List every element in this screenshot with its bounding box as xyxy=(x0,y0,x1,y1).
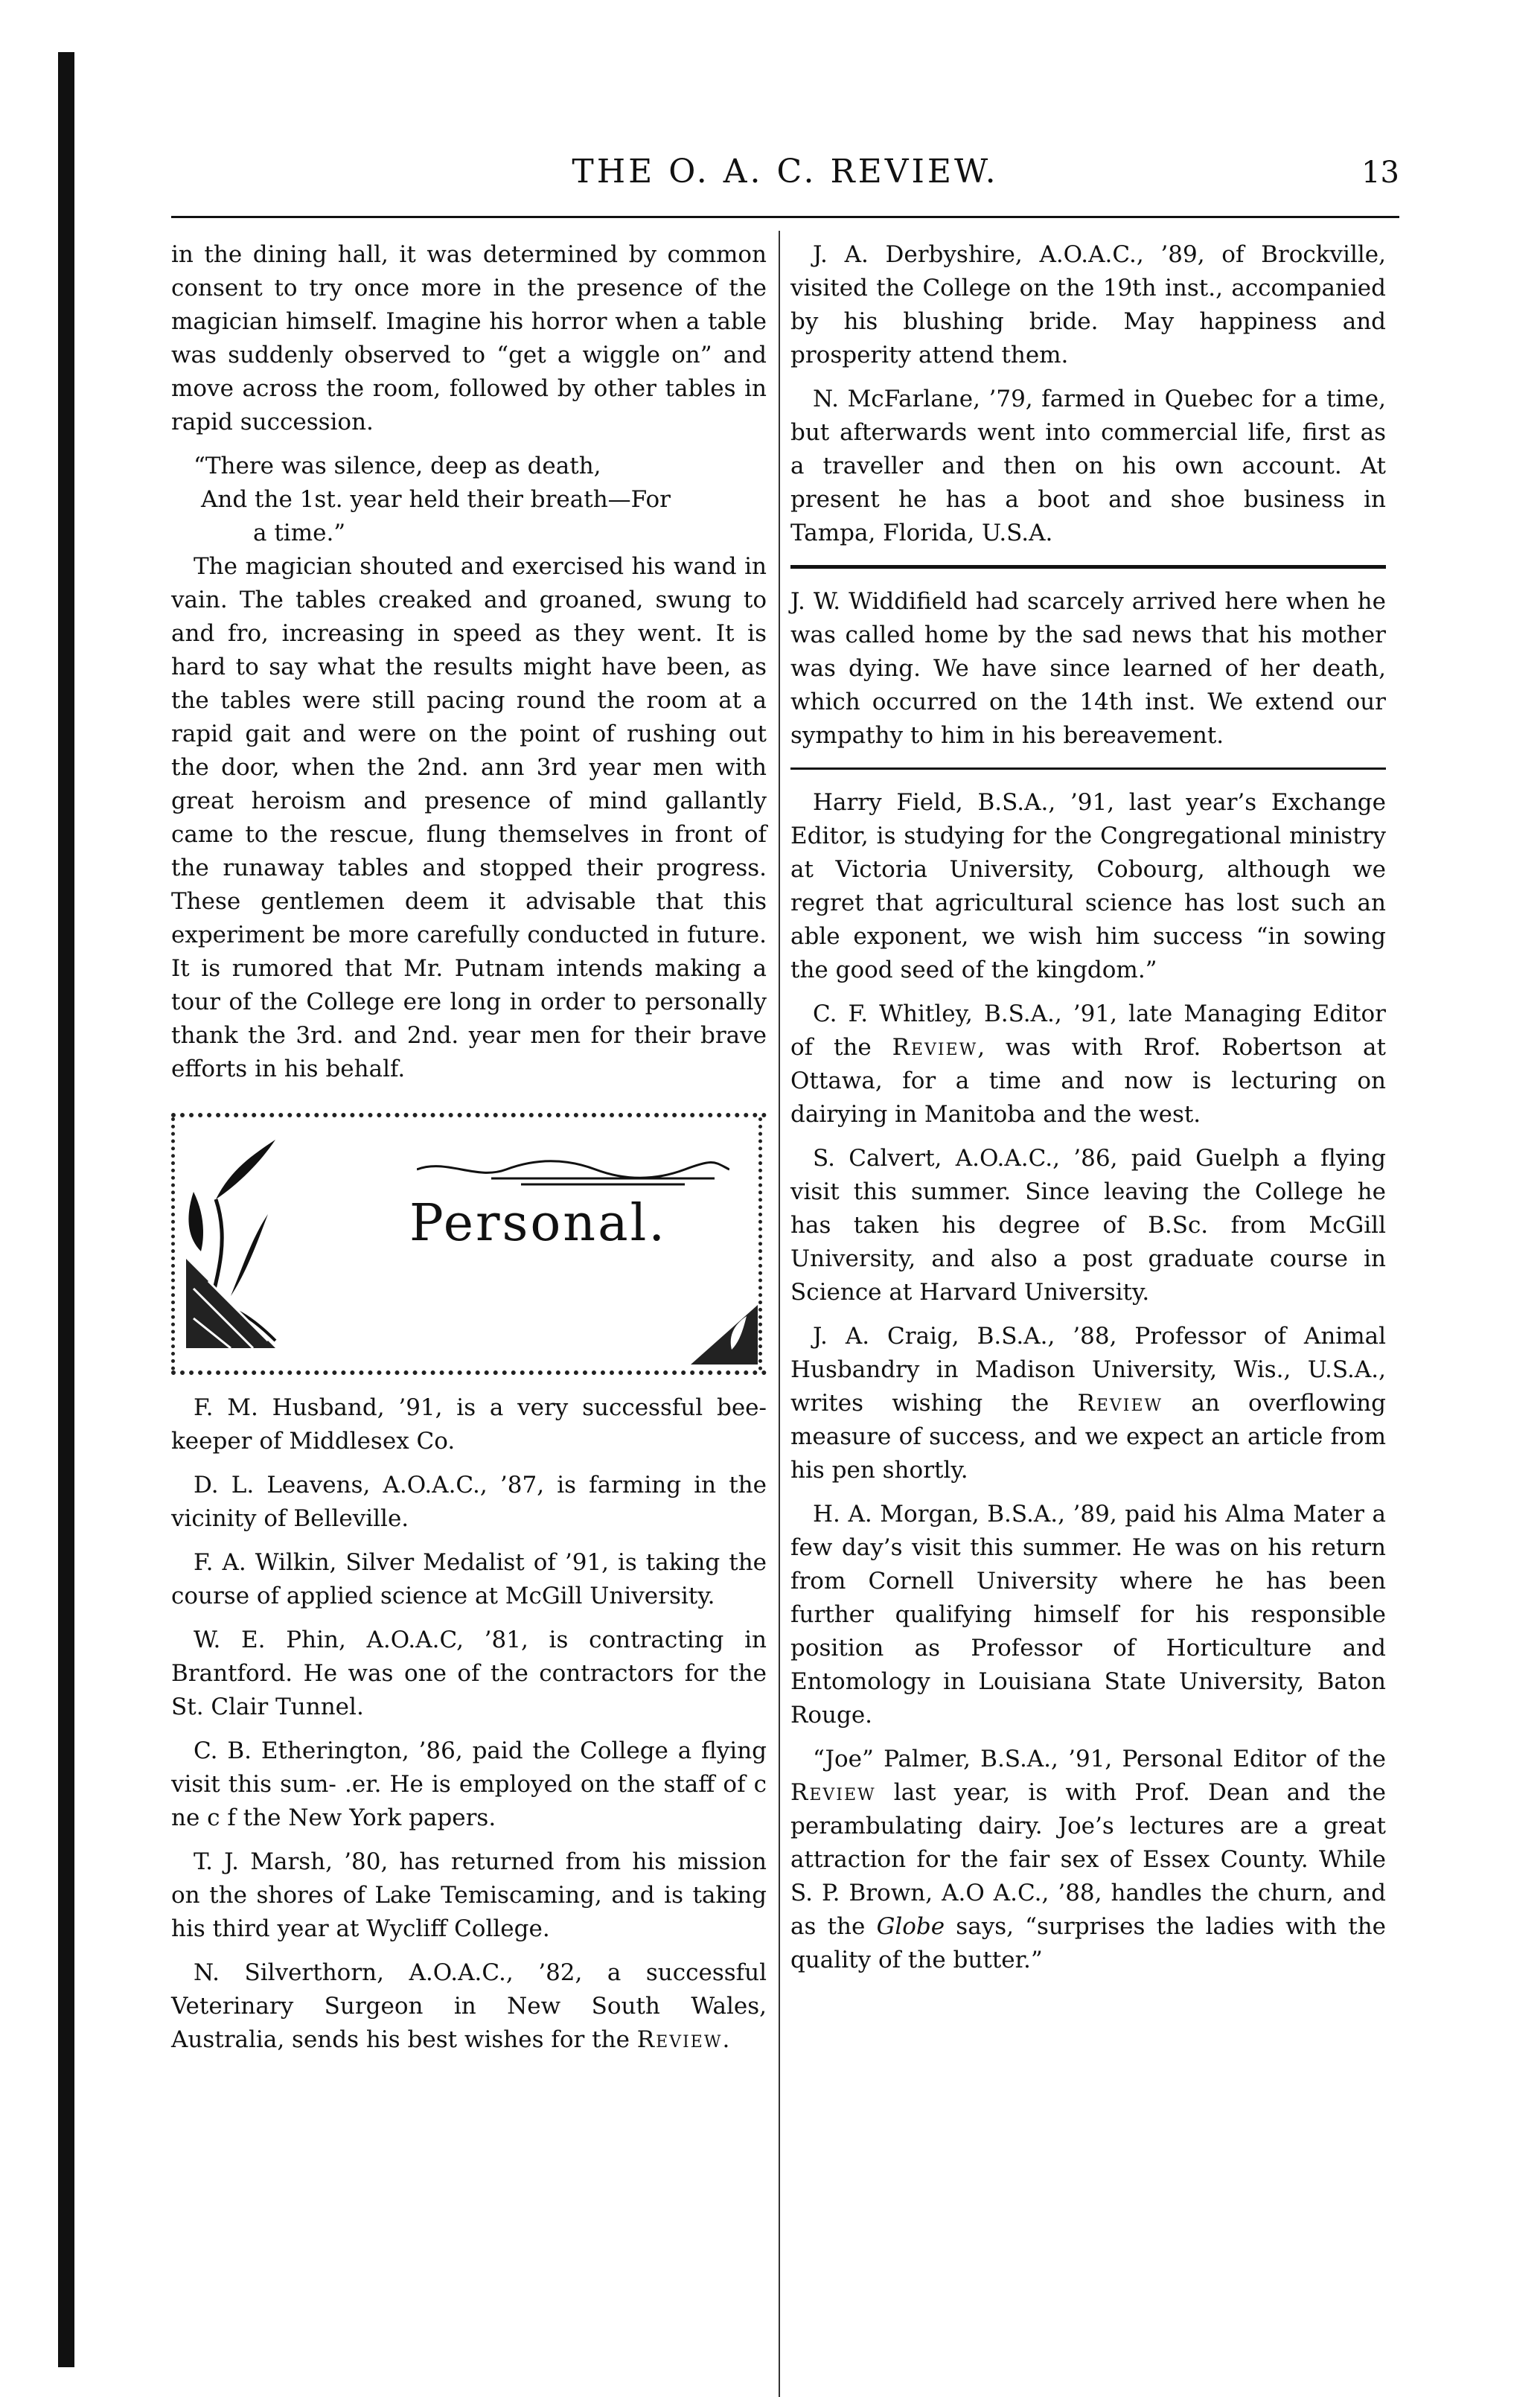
personal-item-text: C. F. Whitley, B.S.A., ’91, late Managing Editor of the xyxy=(790,1000,1386,1061)
personal-item: T. J. Marsh, ’80, has returned from his mission on the shores of Lake Temiscaming, and is taking his third year at Wycliff College. xyxy=(171,1848,767,1942)
section-separator xyxy=(790,565,1386,569)
personal-item-text: , was with Rrof. Robertson at Ottawa, for a time and now is lecturing on dairying in Manitoba and the west. xyxy=(790,1034,1386,1128)
left-column xyxy=(171,238,767,2067)
globe-name: Globe xyxy=(876,1913,945,1940)
personal-item: N. McFarlane, ’79, farmed in Quebec for a time, but afterwards went into commercial life, first as a traveller and then on his own account. At present he has a boot and shoe business in Tampa, Florida, U.S.A. xyxy=(790,386,1386,546)
personal-item: F. A. Wilkin, Silver Medalist of ’91, is taking the course of applied science at McGill University. xyxy=(171,1549,767,1609)
personal-item-text: “Joe” Palmer, B.S.A., ’91, Personal Editor of the xyxy=(813,1746,1386,1772)
corner-leaf-ornament xyxy=(691,1305,758,1365)
personal-item-text: says, “surprises the ladies with the quality of the butter.” xyxy=(790,1913,1387,1973)
right-column xyxy=(790,238,1386,1988)
ornament-border-left xyxy=(171,1117,179,1370)
running-title: THE O. A. C. REVIEW. xyxy=(572,153,999,191)
personal-item xyxy=(171,1956,767,2057)
review-name: Review. xyxy=(636,2026,732,2053)
personal-item: Harry Field, B.S.A., ’91, last year’s Exchange Editor, is studying for the Congregational ministry at Victoria University, Cobourg, although we regret that agricultural science has lost such an able exponent, we wish him success “in sowing the good seed of the kingdom.” xyxy=(790,789,1386,983)
review-name: Review xyxy=(790,1779,876,1806)
personal-item: F. M. Husband, ’91, is a very successful bee-keeper of Middlesex Co. xyxy=(171,1394,767,1455)
review-name: Review xyxy=(1077,1390,1163,1417)
personal-item xyxy=(790,1320,1386,1487)
flower-illustration-icon xyxy=(186,1132,298,1348)
personal-item: J. W. Widdifield had scarcely arrived here when he was called home by the sad news that his mother was dying. We have since learned of her death, which occurred on the 14th inst. We extend our sympathy to him in his bereavement. xyxy=(790,588,1386,749)
article-continuation: in the dining hall, it was determined by common consent to try once more in the presence of the magician himself. Imagine his horror when a table was suddenly observed to “get a wiggle on” and move across the room, followed by other tables in rapid succession. xyxy=(171,241,767,435)
personal-heading-ornament xyxy=(171,1113,767,1375)
ornament-border-right xyxy=(758,1117,767,1370)
column-divider xyxy=(779,231,780,2397)
page-header xyxy=(171,153,1399,205)
poem-line: a time.” xyxy=(253,520,346,546)
review-name: Review xyxy=(892,1034,978,1061)
personal-item: C. B. Etherington, ’86, paid the College a flying visit this sum- .er. He is employed on the staff of c ne c f the New York papers. xyxy=(171,1737,767,1831)
personal-item-text: an overflowing measure of success, and we expect an article from his pen shortly. xyxy=(790,1390,1386,1484)
section-separator xyxy=(790,767,1386,770)
personal-item: S. Calvert, A.O.A.C., ’86, paid Guelph a flying visit this summer. Since leaving the College he has taken his degree of B.Sc. from McGill University, and also a post graduate course in Science at Harvard University. xyxy=(790,1145,1386,1306)
personal-item-text: J. A. Craig, B.S.A., ’88, Professor of Animal Husbandry in Madison University, Wis., U.S.A., writes wishing the xyxy=(790,1323,1386,1417)
page-edge-bar xyxy=(58,52,74,2367)
poem-line: And the 1st. year held their breath—For xyxy=(201,486,671,513)
header-rule xyxy=(171,216,1399,218)
personal-item xyxy=(790,1743,1386,1977)
poem-quote xyxy=(171,450,767,550)
poem-line: “There was silence, deep as death, xyxy=(194,453,601,479)
personal-heading: Personal. xyxy=(409,1194,667,1253)
personal-item-text: last year, is with Prof. Dean and the perambulating dairy. Joe’s lectures are a great attraction for the fair sex of Essex County. While S. P. Brown, A.O A.C., ’88, handles the churn, and as the xyxy=(790,1779,1386,1940)
personal-item: D. L. Leavens, A.O.A.C., ’87, is farming in the vicinity of Belleville. xyxy=(171,1472,767,1532)
personal-item: H. A. Morgan, B.S.A., ’89, paid his Alma Mater a few day’s visit this summer. He was on his return from Cornell University where he has been further qualifying himself for his responsible position as Professor of Horticulture and Entomology in Louisiana State University, Baton Rouge. xyxy=(790,1501,1386,1729)
wave-lines-ornament xyxy=(417,1147,729,1192)
article-paragraph: The magician shouted and exercised his wand in vain. The tables creaked and groaned, swung to and fro, increasing in speed as they went. It is hard to say what the results might have been, as the tables were still pacing round the room at a rapid gait and were on the point of rushing out the door, when the 2nd. ann 3rd year men with great heroism and presence of mind gallantly came to the rescue, flung themselves in front of the runaway tables and stopped their progress. These gentlemen deem it advisable that this experiment be more carefully conducted in future. It is rumored that Mr. Putnam intends making a tour of the College ere long in order to personally thank the 3rd. and 2nd. year men for their brave efforts in his behalf. xyxy=(171,553,767,1082)
personal-item xyxy=(790,998,1386,1132)
personal-item-text: N. Silverthorn, A.O.A.C., ’82, a successful Veterinary Surgeon in New South Wales, Australia, sends his best wishes for the xyxy=(171,1959,767,2053)
personal-item: J. A. Derbyshire, A.O.A.C., ’89, of Brockville, visited the College on the 19th inst., accompanied by his blushing bride. May happiness and prosperity attend them. xyxy=(790,241,1386,368)
page-number: 13 xyxy=(1361,156,1399,190)
personal-item: W. E. Phin, A.O.A.C, ’81, is contracting in Brantford. He was one of the contractors for the St. Clair Tunnel. xyxy=(171,1627,767,1720)
